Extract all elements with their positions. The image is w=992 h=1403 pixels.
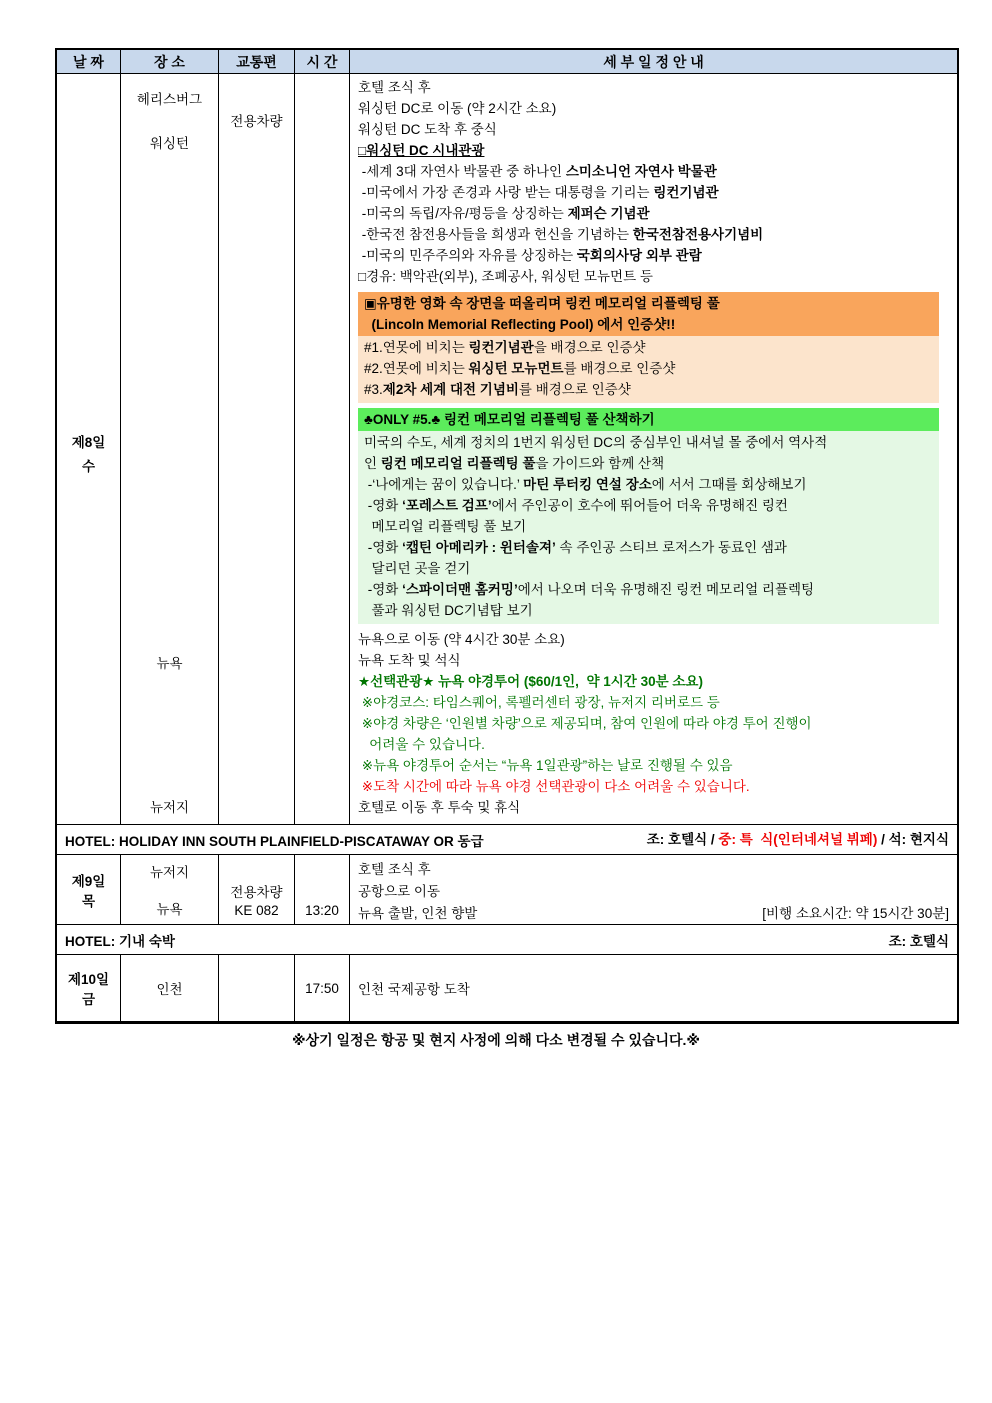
text-segment: 워싱턴 DC로 이동 (약 2시간 소요): [358, 101, 557, 116]
text-line: [358, 119, 949, 140]
table-row-day10: [57, 955, 957, 1021]
text-segment: #1.연못에 비치는: [364, 340, 469, 355]
text-segment: / 석: 현지식: [877, 832, 949, 847]
text-segment: 인: [364, 456, 381, 471]
text-segment: 제퍼슨 기념관: [567, 206, 650, 221]
meals-day8: [647, 829, 949, 850]
text-segment: 중: 특 식(인터네셔널 뷔페): [718, 832, 878, 847]
table-row-day8: [57, 74, 957, 825]
text-segment: 에 서서 그때를 회상해보기: [651, 477, 807, 492]
photo-spot-box: [358, 292, 939, 403]
text-line: [364, 337, 933, 358]
text-line: [647, 829, 949, 850]
text-line: [358, 692, 949, 713]
text-segment: 링컨 메모리얼 리플렉팅 풀: [380, 456, 536, 471]
text-segment: 에서 주인공이 호수에 뛰어들어 더욱 유명해진 링컨: [491, 498, 788, 513]
day9-flight-line: [358, 903, 949, 924]
meals-day9: 조: 호텔식: [888, 933, 949, 949]
text-segment: 뉴욕 도착 및 석식: [358, 653, 461, 668]
text-line: [358, 776, 949, 797]
text-segment: ※야경 차량은 ‘인원별 차량’으로 제공되며, 참여 인원에 따라 야경 투어 진행이: [358, 716, 812, 731]
text-line: [364, 516, 933, 537]
table-header-row: [57, 50, 957, 74]
text-segment: -영화: [364, 498, 403, 513]
day10-weekday: 금: [81, 992, 96, 1007]
day8-date-cell: [57, 74, 121, 824]
text-segment: -미국의 독립/자유/평등을 상징하는: [358, 206, 568, 221]
text-line: [364, 537, 933, 558]
text-line: [358, 98, 949, 119]
text-line: [364, 453, 933, 474]
day8-transport: 전용차량: [230, 114, 283, 129]
text-segment: 호텔 조식 후: [358, 862, 431, 877]
text-segment: -세계 3대 자연사 박물관 중 하나인: [358, 164, 566, 179]
text-segment: -미국에서 가장 존경과 사랑 받는 대통령을 기리는: [358, 185, 654, 200]
day8-place-harrisburg: 헤리스버그: [136, 92, 203, 107]
text-line: [364, 474, 933, 495]
text-segment: ※야경코스: 타임스퀘어, 록펠러센터 광장, 뉴저지 리버로드 등: [358, 695, 720, 710]
text-line: [358, 713, 949, 734]
text-segment: (Lincoln Memorial Reflecting Pool) 에서 인증샷!!: [364, 317, 676, 332]
schedule-change-notice: ※상기 일정은 항공 및 현지 사정에 의해 다소 변경될 수 있습니다.※: [291, 1032, 701, 1048]
day8-outro-lines: [358, 629, 949, 818]
text-segment: -한국전 참전용사들을 희생과 헌신을 기념하는: [358, 227, 633, 242]
day8-detail-cell: [350, 74, 957, 824]
text-segment: 을 가이드와 함께 산책: [535, 456, 665, 471]
day10-time-cell: [295, 955, 350, 1021]
text-segment: 달리던 곳을 걷기: [364, 561, 471, 576]
text-segment: 스미소니언 자연사 박물관: [565, 164, 717, 179]
text-line: [358, 671, 949, 692]
text-segment: ▣유명한 영화 속 장면을 떠올리며 링컨 메모리얼 리플렉팅 풀: [364, 296, 720, 311]
text-line: [364, 432, 933, 453]
text-line: [364, 558, 933, 579]
text-line: [358, 266, 949, 287]
hotel-name-day9: HOTEL: 기내 숙박: [65, 933, 175, 949]
text-line: [358, 140, 949, 161]
day9-date-cell: [57, 855, 121, 924]
hotel-name-day8: HOTEL: HOLIDAY INN SOUTH PLAINFIELD-PISCATAWAY OR 동급: [65, 833, 484, 849]
text-segment: 공항으로 이동: [358, 884, 440, 899]
text-segment: ‘캡틴 아메리카 : 윈터솔져’: [402, 540, 556, 555]
text-segment: ★선택관광★ 뉴욕 야경투어 ($60/1인, 약 1시간 30분 소요): [358, 674, 703, 689]
text-line: [358, 182, 949, 203]
text-segment: ‘포레스트 검프’: [402, 498, 492, 513]
text-line: [358, 859, 949, 881]
text-line: [358, 245, 949, 266]
text-segment: 국회의사당 외부 관람: [576, 248, 702, 263]
header-time: 시 간: [295, 50, 350, 73]
day10-place-cell: [121, 955, 219, 1021]
text-line: [358, 161, 949, 182]
text-line: [358, 629, 949, 650]
text-line: [358, 797, 949, 818]
table-row-day9: [57, 855, 957, 925]
day9-flight-number: KE 082: [234, 903, 279, 918]
header-detail: 세 부 일 정 안 내: [603, 53, 704, 70]
day9-detail-cell: [350, 855, 957, 924]
text-line: [364, 495, 933, 516]
day9-flight-departure: 뉴욕 출발, 인천 향발: [358, 906, 478, 921]
day8-time-cell: [295, 74, 350, 824]
text-segment: 제2차 세계 대전 기념비: [382, 382, 519, 397]
text-segment: 에서 나오며 더욱 유명해진 링컨 메모리얼 리플렉팅: [517, 582, 815, 597]
text-segment: 풀과 워싱턴 DC기념탑 보기: [364, 603, 533, 618]
day9-transport-cell: [219, 855, 295, 924]
text-line: [364, 314, 933, 335]
text-line: [358, 734, 949, 755]
day9-place-cell: [121, 855, 219, 924]
header-date: 날 짜: [57, 50, 121, 73]
photo-spot-box-body: [358, 336, 939, 403]
day8-place-newjersey: 뉴저지: [149, 800, 190, 815]
text-segment: 를 배경으로 인증샷: [518, 382, 631, 397]
text-segment: -미국의 민주주의와 자유를 상징하는: [358, 248, 577, 263]
text-segment: 를 배경으로 인증샷: [563, 361, 676, 376]
text-segment: 워싱턴 DC 도착 후 중식: [358, 122, 497, 137]
text-line: [358, 881, 949, 903]
day9-date: 제9일: [71, 873, 106, 889]
day8-weekday: 수: [81, 459, 96, 474]
text-segment: 호텔 조식 후: [358, 80, 431, 95]
text-line: [358, 203, 949, 224]
day8-transport-cell: [219, 74, 295, 824]
day8-date: 제8일: [71, 435, 106, 450]
day9-detail-lines: [358, 859, 949, 903]
day10-detail-text: 인천 국제공항 도착: [358, 982, 470, 997]
text-line: [358, 755, 949, 776]
itinerary-table: [55, 48, 959, 1024]
text-segment: 링컨기념관: [653, 185, 719, 200]
text-segment: 조: 호텔식 /: [646, 832, 719, 847]
day8-place-cell: [121, 74, 219, 824]
text-segment: □경유: 백악관(외부), 조폐공사, 워싱턴 모뉴먼트 등: [358, 269, 653, 284]
text-line: [358, 650, 949, 671]
hotel-info-day9: [57, 925, 957, 954]
text-line: [364, 600, 933, 621]
photo-spot-box-header: [358, 292, 939, 336]
only5-walk-box-body: [358, 431, 939, 624]
text-segment: 어려울 수 있습니다.: [358, 737, 485, 752]
text-segment: -‘나에게는 꿈이 있습니다.’: [364, 477, 524, 492]
text-segment: 메모리얼 리플렉팅 풀 보기: [364, 519, 527, 534]
text-segment: 링컨기념관: [468, 340, 534, 355]
text-line: [364, 293, 933, 314]
text-segment: ※뉴욕 야경투어 순서는 “뉴욕 1일관광”하는 날로 진행될 수 있음: [358, 758, 733, 773]
day8-place-washington: 워싱턴: [149, 136, 190, 151]
day9-place-newyork: 뉴욕: [156, 902, 183, 917]
day9-weekday: 목: [81, 893, 96, 909]
text-line: [364, 358, 933, 379]
day9-flight-duration: [비행 소요시간: 약 15시간 30분]: [762, 906, 949, 921]
day8-place-newyork: 뉴욕: [156, 656, 183, 671]
day10-date-cell: [57, 955, 121, 1021]
only5-walk-box: [358, 408, 939, 624]
text-segment: 을 배경으로 인증샷: [533, 340, 646, 355]
day9-time-cell: [295, 855, 350, 924]
text-segment: -영화: [364, 540, 403, 555]
day10-place-incheon: 인천: [156, 982, 183, 997]
hotel-row-day9: [57, 925, 957, 955]
day9-place-newjersey: 뉴저지: [149, 865, 190, 880]
text-line: [364, 379, 933, 400]
text-segment: 워싱턴 모뉴먼트: [468, 361, 564, 376]
text-segment: ♣ONLY #5.♣ 링컨 메모리얼 리플렉팅 풀 산책하기: [364, 412, 655, 427]
day9-transport-vehicle: 전용차량: [230, 885, 283, 900]
text-segment: □워싱턴 DC 시내관광: [358, 143, 485, 158]
text-line: [364, 579, 933, 600]
hotel-row-day8: [57, 825, 957, 855]
day8-intro-lines: [358, 77, 949, 287]
text-line: [364, 409, 933, 430]
only5-walk-box-header: [358, 408, 939, 431]
day9-departure-time: 13:20: [305, 903, 339, 918]
text-segment: 마틴 루터킹 연설 장소: [523, 477, 652, 492]
text-segment: 미국의 수도, 세계 정치의 1번지 워싱턴 DC의 중심부인 내셔널 몰 중에서 역사적: [364, 435, 828, 450]
text-segment: 뉴욕으로 이동 (약 4시간 30분 소요): [358, 632, 565, 647]
hotel-info-day8: [57, 825, 957, 854]
text-segment: 호텔로 이동 후 투숙 및 휴식: [358, 800, 521, 815]
text-segment: #3.: [364, 382, 383, 397]
text-segment: #2.연못에 비치는: [364, 361, 469, 376]
text-segment: ‘스파이더맨 홈커밍’: [402, 582, 518, 597]
day10-arrival-time: 17:50: [305, 980, 339, 996]
text-line: [358, 77, 949, 98]
header-transport: 교통편: [219, 50, 295, 73]
text-segment: ※도착 시간에 따라 뉴욕 야경 선택관광이 다소 어려울 수 있습니다.: [358, 779, 750, 794]
text-segment: 속 주인공 스티브 로저스가 동료인 샘과: [555, 540, 787, 555]
header-place: 장 소: [121, 50, 219, 73]
day10-transport-cell: [219, 955, 295, 1021]
text-segment: 한국전참전용사기념비: [632, 227, 764, 242]
text-line: [358, 224, 949, 245]
day10-date: 제10일: [67, 972, 110, 987]
text-segment: -영화: [364, 582, 403, 597]
day10-detail-cell: [350, 955, 957, 1021]
